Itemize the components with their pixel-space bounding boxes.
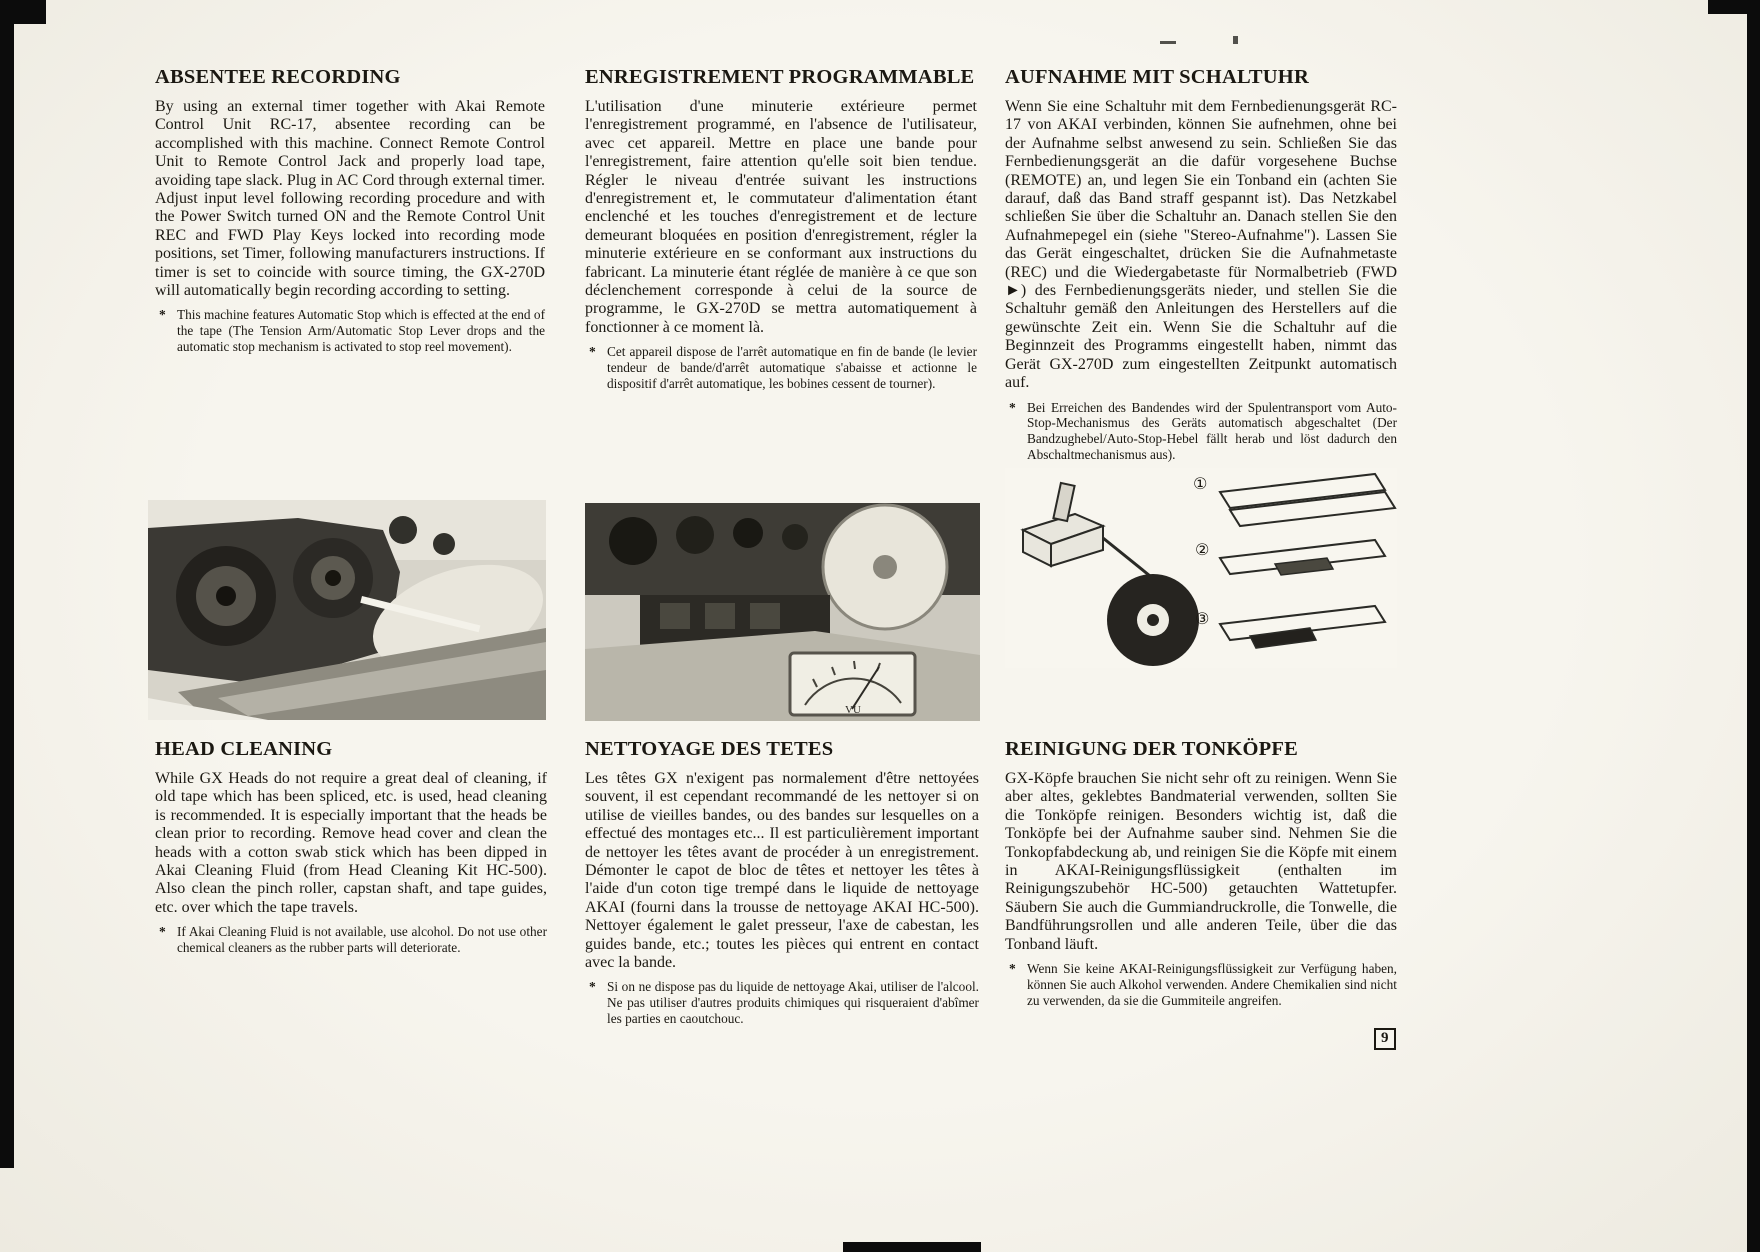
section-footnote (585, 344, 977, 391)
section-absentee-recording (155, 66, 545, 355)
section-enregistrement-programmable (585, 66, 977, 392)
tape-splicing-diagram (1005, 468, 1397, 668)
scan-corner-top-left (0, 0, 46, 24)
scan-mark-bottom (843, 1242, 981, 1252)
scan-edge-left (0, 0, 14, 1168)
section-body: By using an external timer together with Akai Remote Control Unit RC-17, absentee recording can be accomplished with this machine. Connect Remote Control Unit to Remote Control Jack and properly load tape, avoiding tape slack. Plug in AC Cord through external timer. Adjust input level following recording procedure and with the Power Switch turned ON and the Remote Control Unit REC and FWD Play Keys locked into recording mode positions, set Timer, following manufacturers instructions. If timer is set to coincide with source timing, the GX-270D will automatically begin recording according to setting. (155, 98, 545, 300)
scan-edge-right (1747, 0, 1760, 1252)
section-footnote (585, 979, 979, 1026)
footnote-marker: * (159, 924, 166, 940)
tape-splicing-diagram-art (1005, 468, 1397, 668)
section-footnote (155, 924, 547, 956)
section-title: ABSENTEE RECORDING (155, 66, 401, 88)
photo-cleaning-heads-art (585, 503, 980, 721)
scan-speck-dot (1233, 36, 1238, 44)
section-title: ENREGISTREMENT PROGRAMMABLE (585, 66, 975, 88)
section-title: REINIGUNG DER TONKÖPFE (1005, 738, 1298, 760)
footnote-text: Bei Erreichen des Bandendes wird der Spulentransport vom Auto-Stop-Mechanismus des Geräts automatisch abgeschaltet (Der Bandzughebel/Auto-Stop-Hebel fällt herab und löst dadurch den Abschaltmechanismus aus). (1027, 399, 1397, 462)
section-body: L'utilisation d'une minuterie extérieure permet l'enregistrement programmé, en l'absence de l'utilisateur, avec cet appareil. Mettre en place une bande pour l'enregistrement, faire attention qu'elle soit bien tendue. Régler le niveau d'entrée suivant les instructions d'enregistrement et, le commutateur d'alimentation étant enclenché et les touches d'enregistrement et de lecture demeurant bloquées en position d'enregistrement, régler la minuterie extérieure en se conformant aux instructions du fabricant. La minuterie étant réglée de manière à ce que son déclenchement corresponde à celui de la source de programme, le GX-270D se mettra automatiquement à fonctionner à ce moment là. (585, 98, 977, 336)
photo-cleaning-heads (585, 503, 980, 721)
footnote-marker: * (1009, 961, 1016, 977)
footnote-text: Wenn Sie keine AKAI-Reinigungsflüssigkeit zur Verfügung haben, können Sie auch Alkohol verwenden. Andere Chemikalien sind nicht zu verwenden, da sie die Gummiteile angreifen. (1027, 961, 1397, 1008)
vu-meter-label: VU (845, 704, 861, 716)
section-footnote (1005, 961, 1397, 1008)
footnote-marker: * (1009, 399, 1016, 415)
photo-cleaning-reels (148, 500, 546, 720)
footnote-marker: * (589, 979, 596, 995)
section-footnote (1005, 400, 1397, 463)
footnote-text: Cet appareil dispose de l'arrêt automatique en fin de bande (le levier tendeur de bande/d'arrêt automatique s'abaisse et actionne le dispositif d'arrêt automatique, les bobines cessent de tourner). (607, 344, 977, 391)
section-title: NETTOYAGE DES TETES (585, 738, 834, 760)
footnote-text: This machine features Automatic Stop which is effected at the end of the tape (The Tension Arm/Automatic Stop Lever drops and the automatic stop mechanism is activated to stop reel movement). (177, 307, 545, 355)
section-body: Wenn Sie eine Schaltuhr mit dem Fernbedienungsgerät RC-17 von AKAI verbinden, können Sie aufnehmen, ohne bei der Aufnahme selbst anwesend zu sein. Schließen Sie das Fernbedienungsgerät an die dafür vorgesehene Buchse (REMOTE) an, und legen Sie ein Tonband ein (achten Sie darauf, daß das Band straff gespannt ist). Das Netzkabel schließen Sie über die Schaltuhr an. Danach stellen Sie den Aufnahmepegel ein (siehe "Stereo-Aufnahme"). Lassen Sie das Gerät eingeschaltet, drücken Sie die Aufnahmetaste (REC) und die Wiedergabetaste für Normalbetrieb (FWD ►) des Fernbedienungsgeräts nieder, und stellen Sie die Schaltuhr gemäß den Anleitungen des Herstellers auf die gewünschte Zeit ein. Wenn Sie die Schaltuhr auf die Beginnzeit des Programms eingestellt haben, nimmt das Gerät GX-270D zum eingestellten Zeitpunkt automatisch auf. (1005, 98, 1397, 392)
photo-cleaning-reels-art (148, 500, 546, 720)
footnote-marker: * (159, 307, 166, 323)
section-nettoyage-des-tetes (585, 738, 979, 1027)
diagram-step-3-label: ③ (1195, 609, 1210, 628)
section-body: Les têtes GX n'exigent pas normalement d'être nettoyées souvent, il est cependant recommandé de les nettoyer si on utilise de vieilles bandes, ou des bandes sur lesquelles on a effectué des montages etc... Il est particulièrement important de nettoyer les têtes avant de procéder à un enregistrement. Démonter le capot de bloc de têtes et nettoyer les têtes à l'aide d'un coton tige trempé dans le liquide de nettoyage AKAI (fourni dans la trousse de nettoyage AKAI HC-500). Nettoyer également le galet presseur, l'axe de cabestan, les guides bande, etc.; toutes les pièces qui entrent en contact avec la bande. (585, 770, 979, 972)
section-title: AUFNAHME MIT SCHALTUHR (1005, 66, 1309, 88)
page-number: 9 (1374, 1028, 1396, 1050)
section-body: While GX Heads do not require a great deal of cleaning, if old tape which has been spliced, etc. is used, head cleaning is recommended. It is especially important that the heads be clean prior to recording. Remove head cover and clean the heads with a cotton swab stick which has been dipped in Akai Cleaning Fluid (from Head Cleaning Kit HC-500). Also clean the pinch roller, capstan shaft, and tape guides, etc. over which the tape travels. (155, 770, 547, 916)
footnote-text: If Akai Cleaning Fluid is not available, use alcohol. Do not use other chemical cleaners as the rubber parts will deteriorate. (177, 924, 547, 956)
footnote-marker: * (589, 344, 596, 360)
scan-corner-top-right (1708, 0, 1760, 14)
scan-speck-dash (1160, 41, 1176, 44)
section-title: HEAD CLEANING (155, 738, 333, 760)
section-body: GX-Köpfe brauchen Sie nicht sehr oft zu reinigen. Wenn Sie aber altes, geklebtes Bandmaterial verwenden, sollten Sie die Tonköpfe reinigen. Besonders wichtig ist, daß die Tonköpfe bei der Aufnahme sauber sind. Nehmen Sie die Tonkopfabdeckung ab, und reinigen Sie die Köpfe mit einem in AKAI-Reinigungsflüssigkeit (enthalten im Reinigungszubehör HC-500) getauchten Wattetupfer. Säubern Sie auch die Gummiandruckrolle, die Tonwelle, die Bandführungsrollen und alle anderen Teile, über die das Tonband läuft. (1005, 770, 1397, 953)
section-head-cleaning (155, 738, 547, 956)
section-aufnahme-mit-schaltuhr (1005, 66, 1397, 463)
section-reinigung-der-tonkoepfe (1005, 738, 1397, 1008)
footnote-text: Si on ne dispose pas du liquide de nettoyage Akai, utiliser de l'alcool. Ne pas utiliser d'autres produits chimiques qui risqueraient d'abîmer les parties en caoutchouc. (607, 979, 979, 1027)
diagram-step-2-label: ② (1195, 540, 1210, 559)
diagram-step-1-label: ① (1193, 474, 1208, 493)
section-footnote (155, 307, 545, 354)
